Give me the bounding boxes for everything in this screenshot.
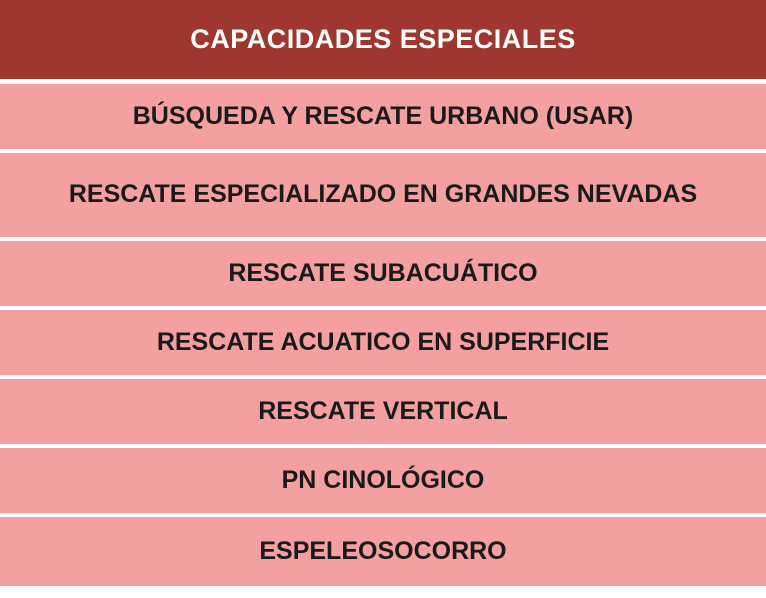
table-row: RESCATE ACUATICO EN SUPERFICIE bbox=[0, 310, 766, 379]
table-row: RESCATE SUBACUÁTICO bbox=[0, 241, 766, 310]
table-row: ESPELEOSOCORRO bbox=[0, 517, 766, 586]
table-row: PN CINOLÓGICO bbox=[0, 448, 766, 517]
table-row: RESCATE ESPECIALIZADO EN GRANDES NEVADAS bbox=[0, 153, 766, 241]
table-row: RESCATE VERTICAL bbox=[0, 379, 766, 448]
table-row: BÚSQUEDA Y RESCATE URBANO (USAR) bbox=[0, 84, 766, 153]
table-header: CAPACIDADES ESPECIALES bbox=[0, 0, 766, 84]
